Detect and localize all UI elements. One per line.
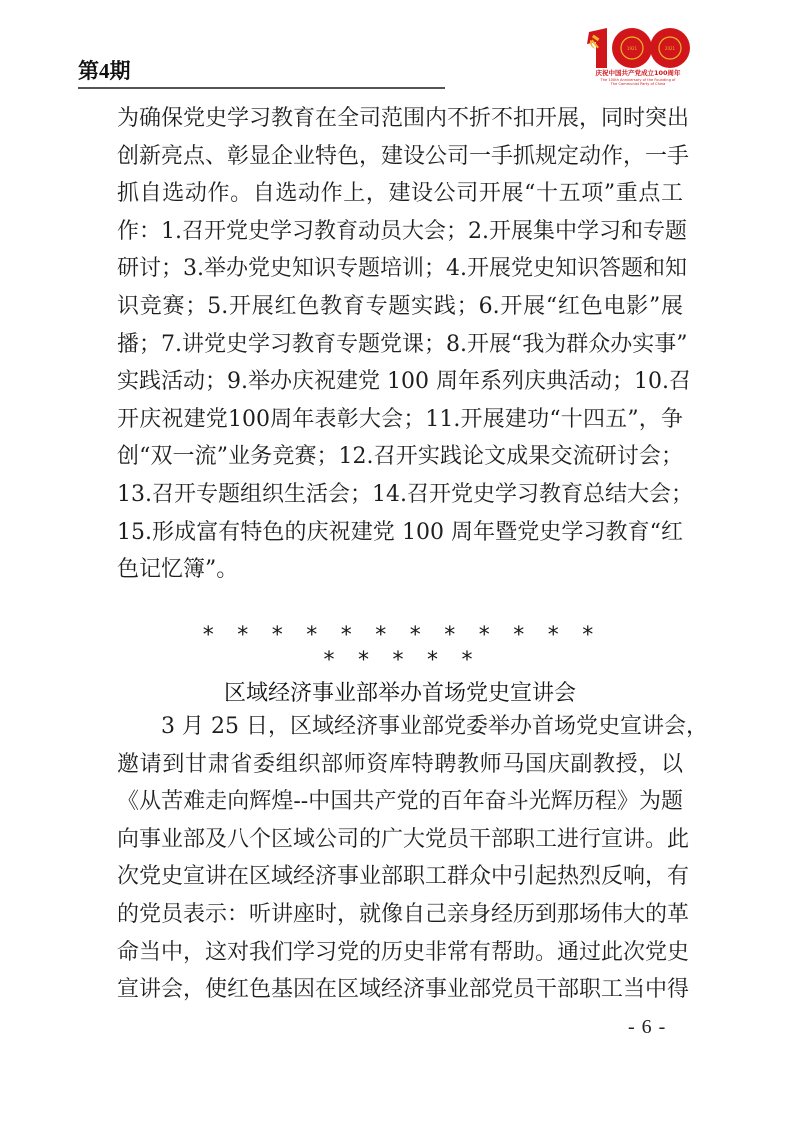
issue-label: 第4期 xyxy=(78,59,131,83)
logo-caption-english-line2: The Communist Party of China xyxy=(610,82,666,86)
centenary-logo xyxy=(583,26,693,86)
article-title: 区域经济事业部举办首场党史宣讲会 xyxy=(223,681,576,706)
text-line: 色记忆簿”。 xyxy=(117,557,239,583)
text-line: 次党史宣讲在区域经济事业部职工群众中引起热烈反响，有 xyxy=(117,864,690,890)
text-line: 宣讲会，使红色基因在区域经济事业部党员干部职工当中得 xyxy=(117,977,690,1003)
text-line: 研讨；3.举办党史知识专题培训；4.开展党史知识答题和知 xyxy=(117,256,687,282)
text-line: 播；7.讲党史学习教育专题党课；8.开展“我为群众办实事” xyxy=(117,331,688,357)
text-line: 抓自选动作。自选动作上，建设公司开展“十五项”重点工 xyxy=(117,181,683,207)
asterisk-separator: * * * * * * * * * * * * * * * * * xyxy=(201,623,599,673)
logo-caption-english-line1: The 100th Anniversary of the Founding of xyxy=(600,78,676,82)
article-body xyxy=(117,708,708,1009)
text-line: 向事业部及八个区域公司的广大党员干部职工进行宣讲。此 xyxy=(117,826,690,852)
page-header xyxy=(78,28,445,91)
page-number: - 6 - xyxy=(628,1016,667,1038)
text-line: 的党员表示：听讲座时，就像自己亲身经历到那场伟大的革 xyxy=(117,901,690,927)
text-line: 3 月 25 日，区域经济事业部党委举办首场党史宣讲会， xyxy=(161,714,708,739)
logo-caption-english xyxy=(583,78,693,86)
text-line: 13.召开专题组织生活会；14.召开党史学习教育总结大会； xyxy=(117,481,693,507)
text-line: 邀请到甘肃省委组织部师资库特聘教师马国庆副教授，以 xyxy=(117,751,683,777)
svg-text:2021: 2021 xyxy=(664,46,676,51)
text-line: 《从苦难走向辉煌--中国共产党的百年奋斗光辉历程》为题 xyxy=(117,789,683,815)
text-line: 为确保党史学习教育在全司范围内不折不扣开展，同时突出 xyxy=(117,106,690,131)
section-fifteen-items-text xyxy=(117,100,693,589)
text-line: 作：1.召开党史学习教育动员大会；2.开展集中学习和专题 xyxy=(117,218,687,244)
text-line: 15.形成富有特色的庆祝建党 100 周年暨党史学习教育“红 xyxy=(117,519,683,545)
text-line: 实践活动；9.举办庆祝建党 100 周年系列庆典活动；10.召 xyxy=(117,369,691,395)
text-line: 识竞赛；5.开展红色教育专题实践；6.开展“红色电影”展 xyxy=(117,293,683,319)
party-100-anniversary-icon xyxy=(583,26,693,70)
svg-text:1921: 1921 xyxy=(626,46,638,51)
text-line: 创新亮点、彰显企业特色，建设公司一手抓规定动作，一手 xyxy=(117,143,690,169)
text-line: 开庆祝建党100周年表彰大会；11.开展建功“十四五”，争 xyxy=(117,406,683,432)
text-line: 命当中，这对我们学习党的历史非常有帮助。通过此次党史 xyxy=(117,939,690,965)
logo-caption-chinese: 庆祝中国共产党成立100周年 xyxy=(595,69,681,77)
text-line: 创“双一流”业务竞赛；12.召开实践论文成果交流研讨会； xyxy=(117,444,683,470)
header-divider xyxy=(78,87,445,89)
